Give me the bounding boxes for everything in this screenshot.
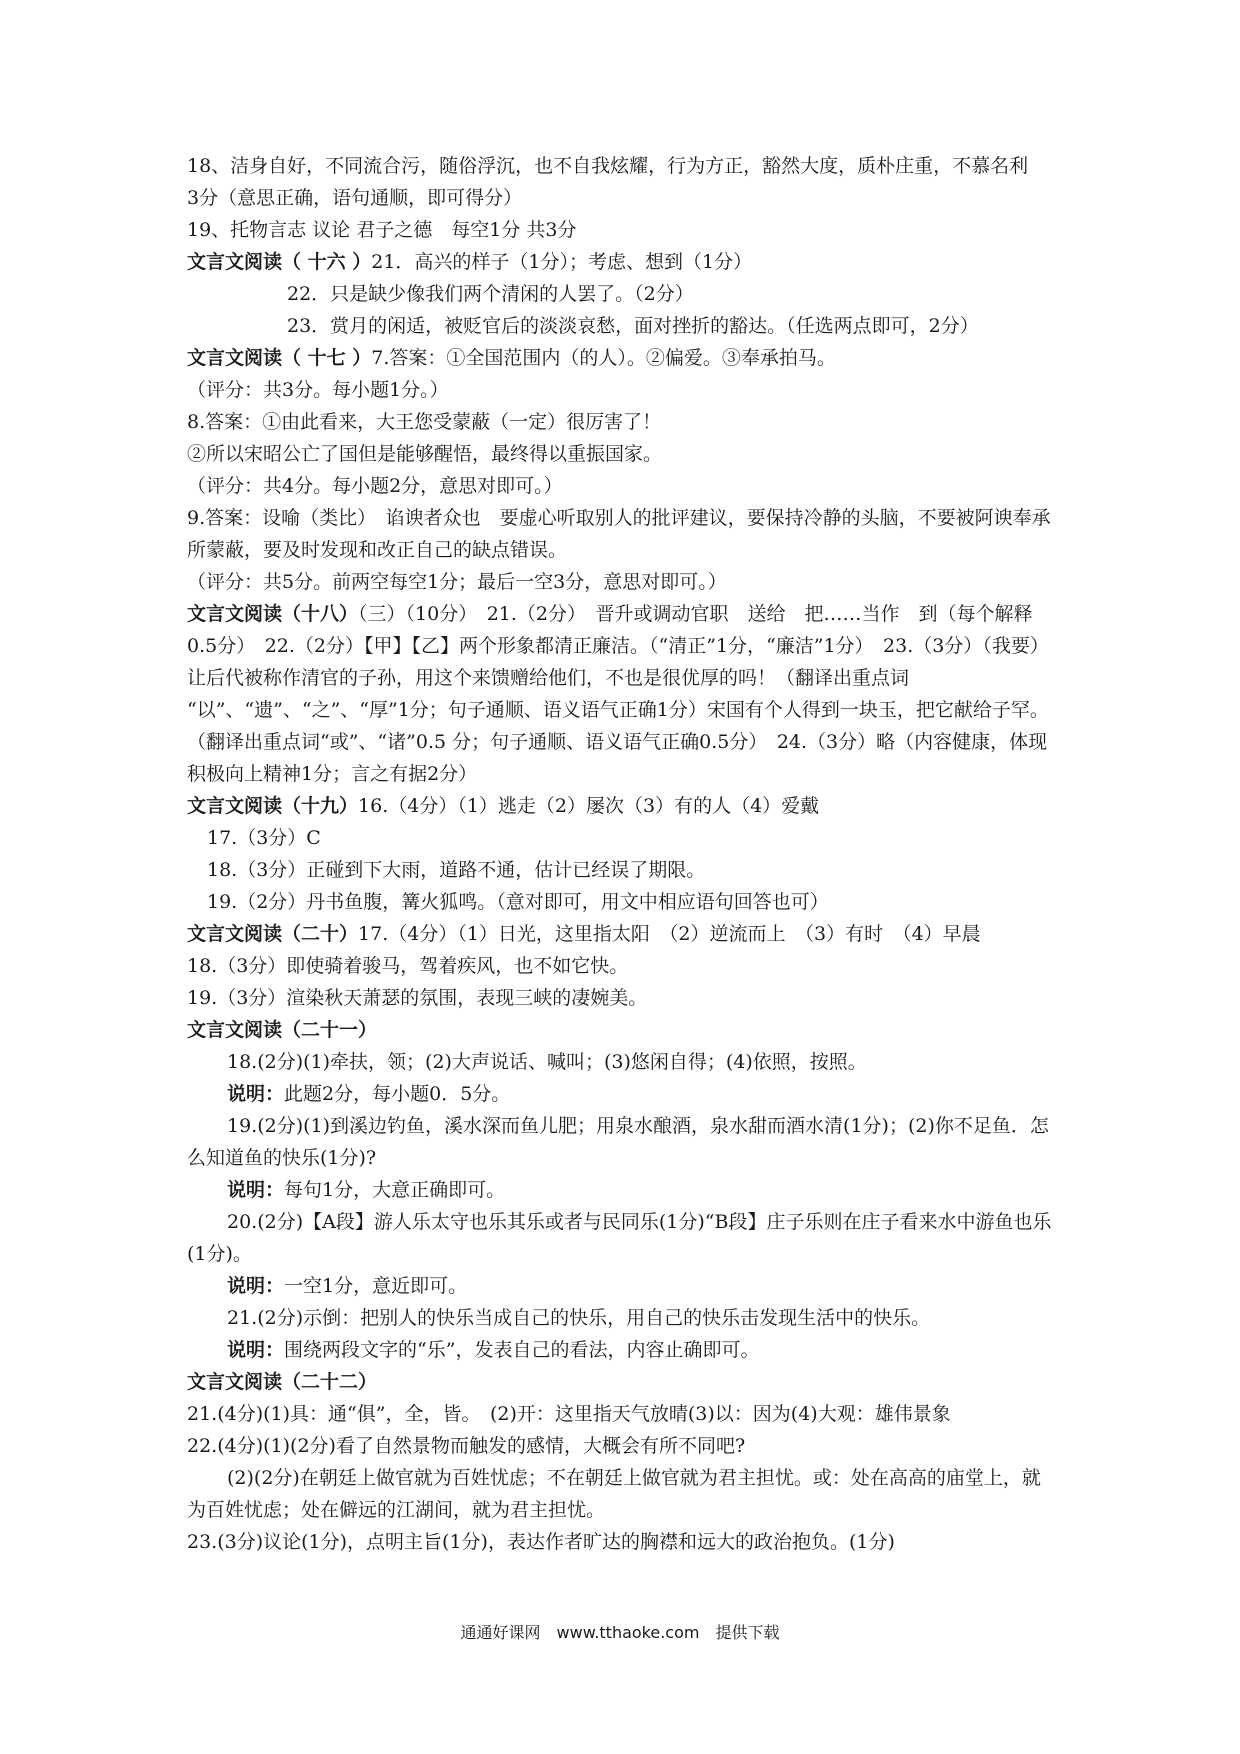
text-line — [187, 854, 1057, 886]
line-text: 21.(4分)(1)具：通“俱”，全，皆。 (2)开：这里指天气放晴(3)以：因为(4)大观：雄伟景象 — [187, 1403, 951, 1425]
text-line — [187, 1270, 1057, 1302]
text-line — [187, 406, 1057, 438]
line-text: （评分：共3分。每小题1分。） — [187, 379, 449, 401]
answer-key-body — [187, 150, 1057, 1558]
text-line — [187, 214, 1057, 246]
line-text: 16.（4分）（1）逃走（2）屡次（3）有的人（4）爱戴 — [358, 795, 820, 817]
section-heading: 文言文阅读（二十） — [187, 923, 359, 945]
text-line — [187, 1334, 1057, 1366]
line-text: 17.（3分）C — [207, 827, 321, 849]
line-text: （评分：共5分。前两空每空1分；最后一空3分，意思对即可。） — [187, 571, 727, 593]
line-text: 8.答案：①由此看来，大王您受蒙蔽（一定）很厉害了！ — [187, 411, 662, 433]
line-text: 18、洁身自好，不同流合污，随俗浮沉，也不自我炫耀，行为方正，豁然大度，质朴庄重，不慕名利 3分（意思正确，语句通顺，即可得分） — [187, 155, 1048, 209]
line-text: 18.(2分)(1)牵扶，领；(2)大声说话、喊叫；(3)悠闲自得；(4)依照，按照。 — [227, 1051, 867, 1073]
text-line — [187, 1206, 1057, 1270]
line-text: 20.(2分)【A段】游人乐太守也乐其乐或者与民同乐(1分)“B段】庄子乐则在庄子看来水中游鱼也乐(1分)。 — [187, 1211, 1052, 1265]
section-heading: 文言文阅读（十九） — [187, 795, 359, 817]
text-line — [187, 342, 1057, 374]
section-heading: 说明： — [227, 1083, 285, 1105]
text-line — [187, 886, 1057, 918]
line-text: 19.(2分)(1)到溪边钓鱼，溪水深而鱼儿肥；用泉水酿酒，泉水甜而酒水清(1分)；(2)你不足鱼．怎么知道鱼的快乐(1分)? — [187, 1115, 1049, 1169]
line-text: 18.（3分）即使骑着骏马，驾着疾风，也不如它快。 — [187, 955, 629, 977]
section-heading: 文言文阅读（ 十六 ） — [187, 251, 372, 273]
text-line — [187, 1078, 1057, 1110]
line-text: 18.（3分）正碰到下大雨，道路不通，估计已经误了期限。 — [207, 859, 706, 881]
line-text: 17.（4分）（1）日光，这里指太阳 （2）逆流而上 （3）有时 （4）早晨 — [358, 923, 981, 945]
section-heading: 文言文阅读（二十一） — [187, 1019, 378, 1041]
text-line — [187, 502, 1057, 566]
text-line — [187, 374, 1057, 406]
line-text: （评分：共4分。每小题2分，意思对即可。） — [187, 475, 563, 497]
section-heading: 说明： — [227, 1339, 285, 1361]
text-line — [187, 1462, 1057, 1526]
text-line — [187, 918, 1057, 950]
text-line — [187, 1430, 1057, 1462]
text-line — [187, 982, 1057, 1014]
text-line — [187, 246, 1057, 278]
line-text: (2)(2分)在朝廷上做官就为百姓忧虑；不在朝廷上做官就为君主担忧。或：处在高高的庙堂上，就为百姓忧虑；处在僻远的江湖间，就为君主担忧。 — [187, 1467, 1041, 1521]
line-text: 22.(4分)(1)(2分)看了自然景物而触发的感情，大概会有所不同吧? — [187, 1435, 746, 1457]
section-heading: 说明： — [227, 1179, 285, 1201]
line-text: 19.（3分）渲染秋天萧瑟的氛围，表现三峡的凄婉美。 — [187, 987, 648, 1009]
text-line — [187, 950, 1057, 982]
text-line — [187, 1526, 1057, 1558]
text-line — [187, 598, 1057, 790]
page-footer: 通通好课网 www.tthaoke.com 提供下载 — [460, 1623, 780, 1642]
text-line — [187, 1366, 1057, 1398]
line-text: 23.(3分)议论(1分)，点明主旨(1分)，表达作者旷达的胸襟和远大的政治抱负。(1分) — [187, 1531, 895, 1553]
text-line — [187, 566, 1057, 598]
text-line — [187, 790, 1057, 822]
text-line — [187, 1174, 1057, 1206]
line-text: 21.(2分)示倒：把别人的快乐当成自己的快乐，用自己的快乐击发现生活中的快乐。 — [227, 1307, 931, 1329]
text-line — [187, 278, 1057, 310]
text-line — [187, 470, 1057, 502]
section-heading: 说明： — [227, 1275, 285, 1297]
line-text: 7.答案：①全国范围内（的人）。②偏爱。③奉承拍马。 — [371, 347, 836, 369]
text-line — [187, 822, 1057, 854]
text-line — [187, 1302, 1057, 1334]
text-line — [187, 1110, 1057, 1174]
text-line — [187, 1398, 1057, 1430]
line-text: 19、托物言志 议论 君子之德 每空1分 共3分 — [187, 219, 577, 241]
line-text: 一空1分，意近即可。 — [284, 1275, 468, 1297]
line-text: 21．高兴的样子（1分）；考虑、想到（1分） — [371, 251, 753, 273]
line-text: （三）（10分） 21.（2分） 晋升或调动官职 送给 把……当作 到（每个解释0.5分） 22.（2分）【甲】【乙】两个形象都清正廉洁。（“清正”1分，“廉洁”1分） 23.（3分）（我要）让后代被称作清官的子孙，用这个来馈赠给他们，不也是很优厚的吗！（翻译出重点词 “以”、“遗”、“之”、“厚”1分；句子通顺、语义语气正确1分）宋国有个人得到一块玉，把它献给子罕。（翻译出重点词“或”、“诸”0.5 分；句子通顺、语义语气正确0.5分） 24.（3分）略（内容健康，体现积极向上精神1分；言之有据2分） — [187, 603, 1049, 785]
line-text: 23．赏月的闲适，被贬官后的淡淡哀愁，面对挫折的豁达。（任选两点即可，2分） — [287, 315, 979, 337]
section-heading: 文言文阅读（十八） — [187, 603, 359, 625]
line-text: ②所以宋昭公亡了国但是能够醒悟，最终得以重振国家。 — [187, 443, 663, 465]
line-text: 9.答案：设喻（类比） 谄谀者众也 要虚心听取别人的批评建议，要保持冷静的头脑，不要被阿谀奉承所蒙蔽，要及时发现和改正自己的缺点错误。 — [187, 507, 1051, 561]
text-line — [187, 1046, 1057, 1078]
section-heading: 文言文阅读（ 十七 ） — [187, 347, 372, 369]
text-line — [187, 438, 1057, 470]
text-line — [187, 150, 1057, 214]
line-text: 19.（2分）丹书鱼腹，篝火狐鸣。（意对即可，用文中相应语句回答也可） — [207, 891, 829, 913]
line-text: 围绕两段文字的“乐”，发表自己的看法，内容止确即可。 — [284, 1339, 760, 1361]
text-line — [187, 310, 1057, 342]
line-text: 每句1分，大意正确即可。 — [284, 1179, 506, 1201]
section-heading: 文言文阅读（二十二） — [187, 1371, 378, 1393]
line-text: 此题2分，每小题0．5分。 — [284, 1083, 511, 1105]
line-text: 22．只是缺少像我们两个清闲的人罢了。（2分） — [287, 283, 694, 305]
text-line — [187, 1014, 1057, 1046]
